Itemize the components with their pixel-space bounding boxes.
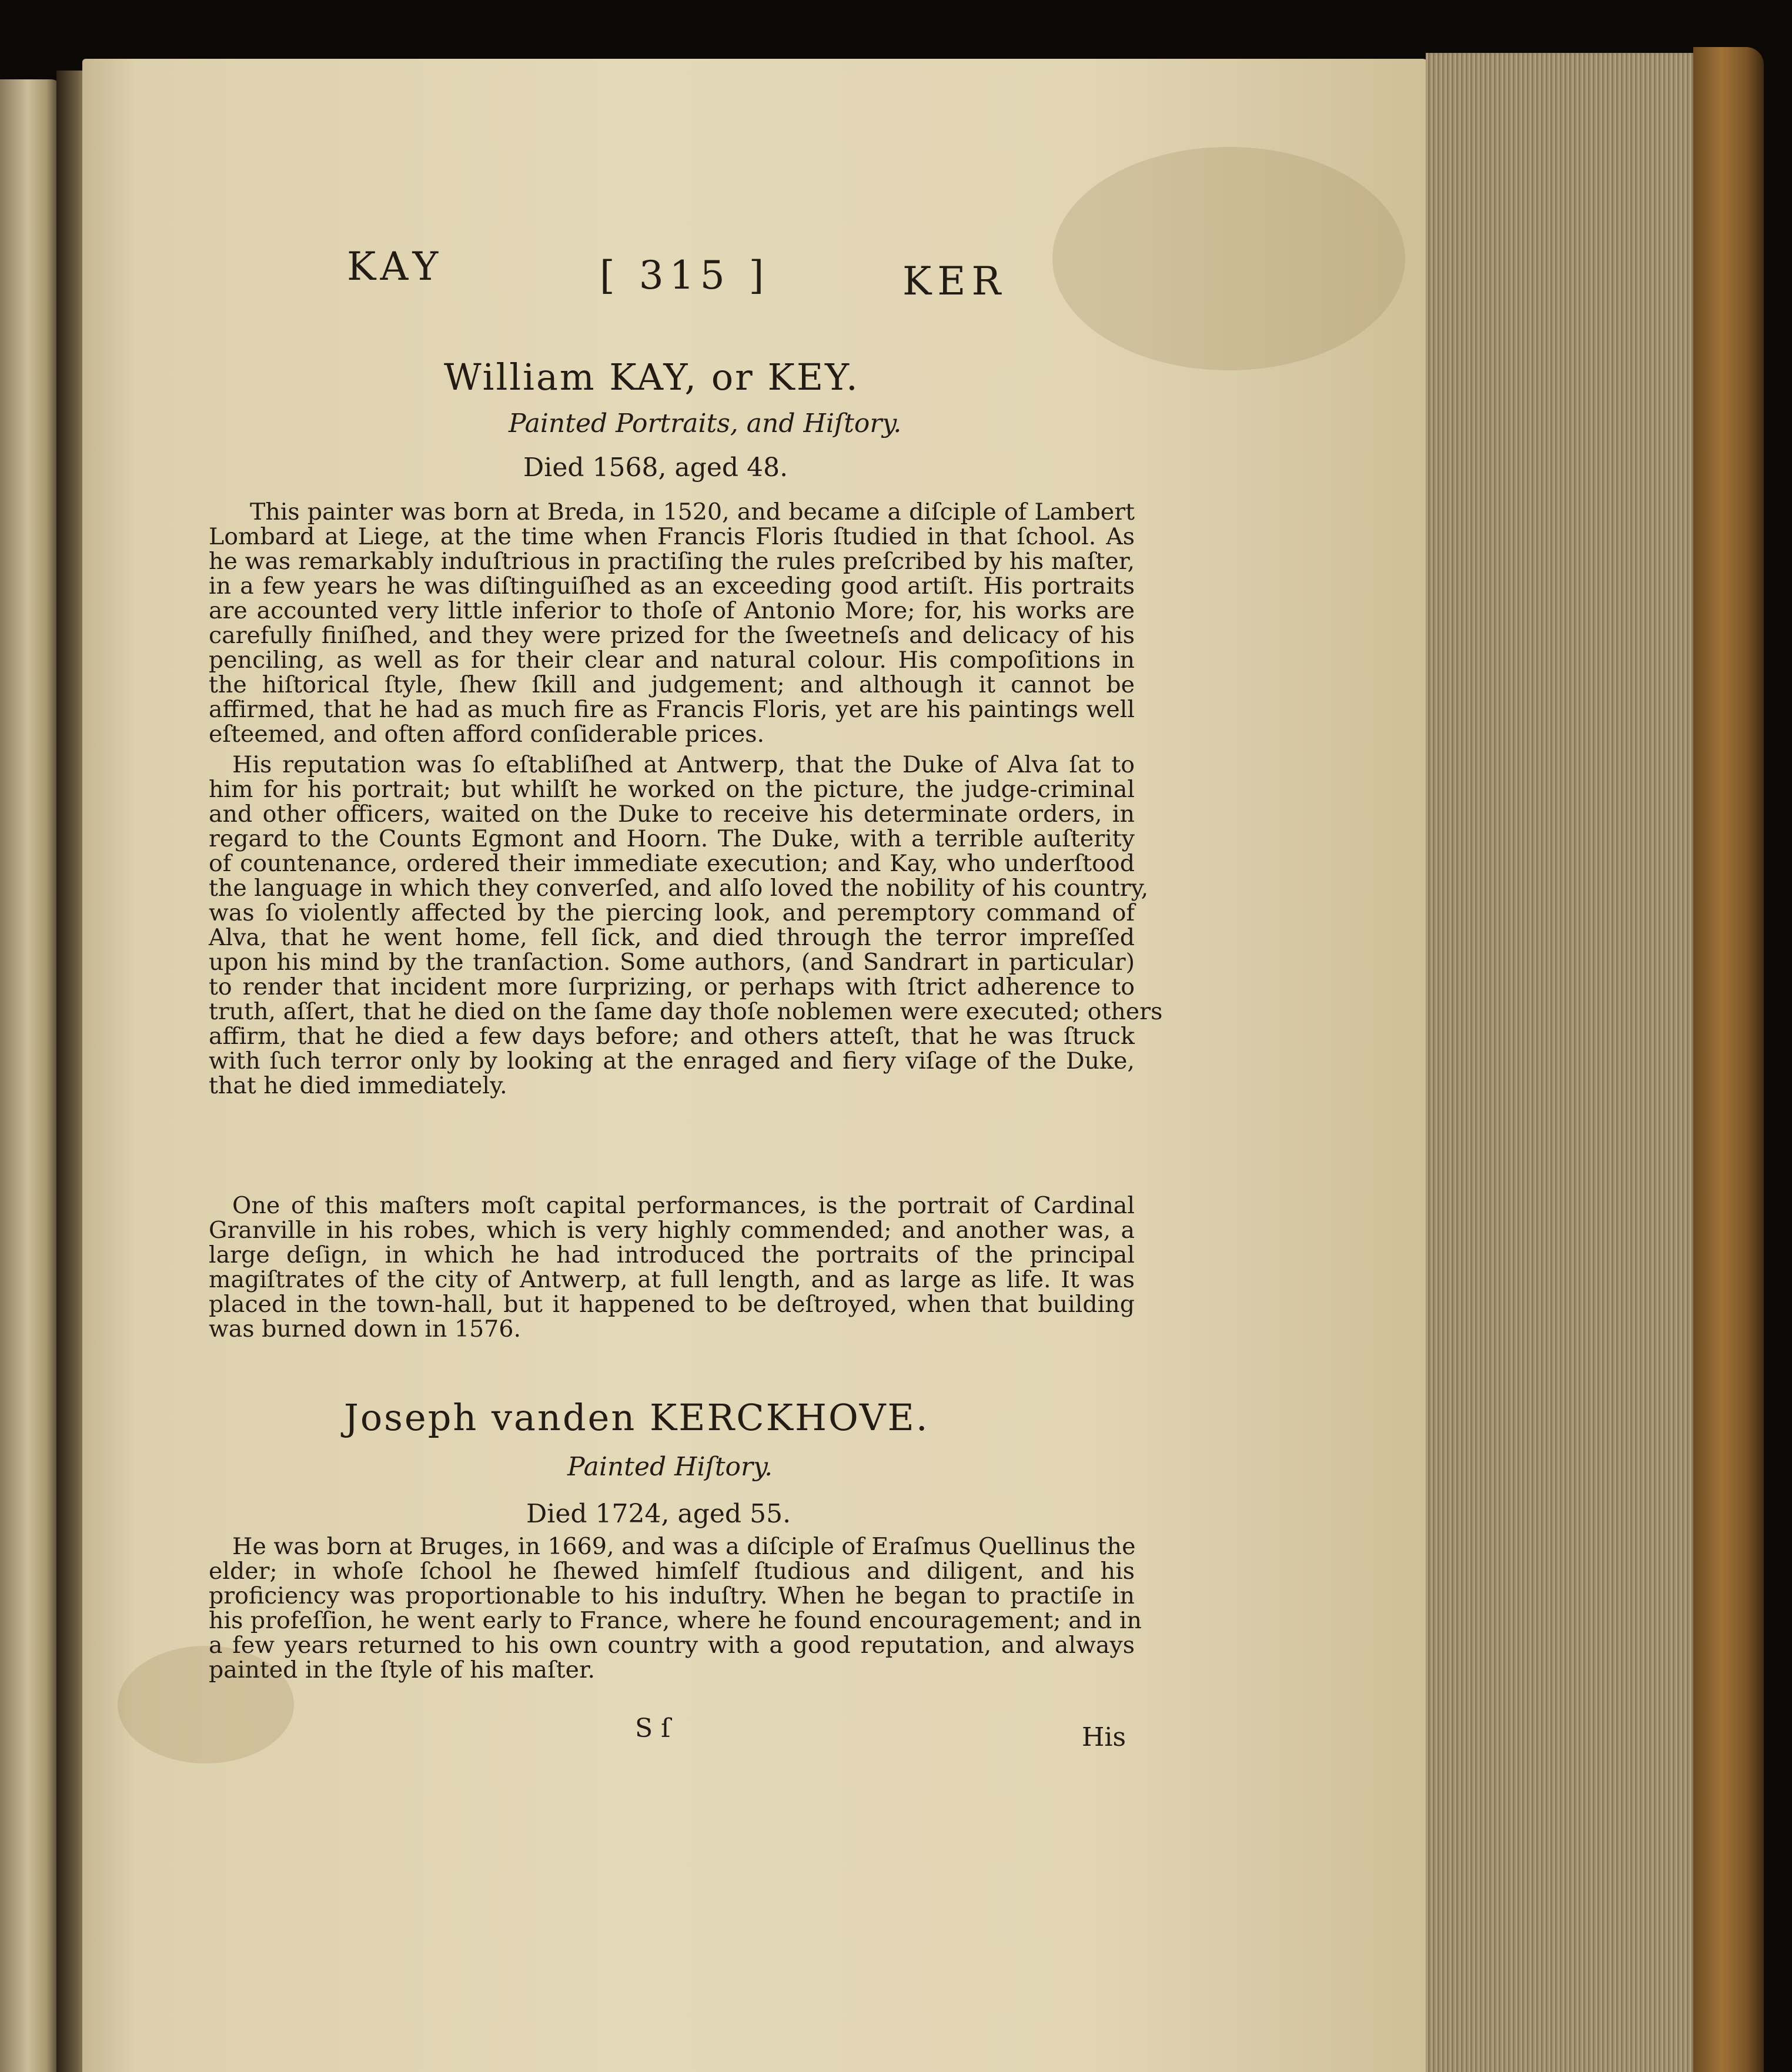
entry-subject: Painted Hiſtory. [567, 1452, 773, 1482]
text-line: large deſign, in which he had introduced the portraits of the principal [209, 1241, 1135, 1268]
paper-stain [1052, 147, 1405, 370]
text-line: are accounted very little inferior to thoſe of Antonio More; for, his works are [209, 597, 1135, 624]
entry-title: Joseph vanden KERCKHOVE. [344, 1396, 930, 1439]
text-line: He was born at Bruges, in 1669, and was a diſciple of Eraſmus Quellinus the [232, 1533, 1136, 1560]
page-block-edges [1426, 53, 1705, 2072]
text-line: affirmed, that he had as much fire as Francis Floris, yet are his paintings well [209, 696, 1135, 723]
text-line: that he died immediately. [209, 1072, 507, 1099]
text-line: Lombard at Liege, at the time when Francis Floris ſtudied in that ſchool. As [209, 523, 1135, 550]
text-line: of countenance, ordered their immediate execution; and Kay, who underſtood [209, 850, 1135, 877]
entry-subject: Painted Portraits, and Hiſtory. [509, 409, 902, 438]
text-line: the language in which they converſed, and alſo loved the nobility of his country, [209, 875, 1149, 902]
text-line: regard to the Counts Egmont and Hoorn. The Duke, with a terrible auſterity [209, 825, 1135, 852]
text-line: the hiſtorical ſtyle, ſhew ſkill and judgement; and although it cannot be [209, 671, 1135, 698]
entry-title: William KAY, or KEY. [444, 356, 860, 399]
page-number: [ 315 ] [600, 253, 770, 298]
text-line: This painter was born at Breda, in 1520, and became a diſciple of Lambert [250, 498, 1135, 525]
text-line: elder; in whoſe ſchool he ſhewed himſelf ſtudious and diligent, and his [209, 1558, 1135, 1585]
left-page-edge [0, 79, 62, 2072]
text-line: he was remarkably induſtrious in practiſing the rules preſcribed by his maſter, [209, 548, 1135, 575]
text-line: carefully finiſhed, and they were prized for the ſweetneſs and delicacy of his [209, 622, 1135, 649]
text-line: Alva, that he went home, fell ſick, and died through the terror impreſſed [209, 924, 1135, 951]
text-line: with ſuch terror only by looking at the enraged and fiery viſage of the Duke, [209, 1047, 1135, 1075]
text-line: proficiency was proportionable to his induſtry. When he began to practiſe in [209, 1582, 1135, 1609]
entry-dates: Died 1568, aged 48. [523, 453, 788, 483]
text-line: to render that incident more ſurprizing, or perhaps with ſtrict adherence to [209, 973, 1135, 1000]
text-line: magiſtrates of the city of Antwerp, at full length, and as large as life. It was [209, 1266, 1135, 1293]
text-line: painted in the ſtyle of his maſter. [209, 1656, 596, 1683]
text-line: him for his portrait; but whilſt he worked on the picture, the judge-criminal [209, 776, 1135, 803]
running-head-right: KER [902, 259, 1007, 304]
text-line: penciling, as well as for their clear and natural colour. His compoſitions in [209, 647, 1135, 674]
text-line: truth, aſſert, that he died on the ſame day thoſe noblemen were executed; others [209, 998, 1163, 1025]
signature-mark: S ſ [635, 1713, 671, 1743]
text-line: was ſo violently affected by the piercing look, and peremptory command of [209, 899, 1135, 926]
text-line: One of this maſters moſt capital performances, is the portrait of Cardinal [232, 1192, 1135, 1219]
text-line: Granville in his robes, which is very highly commended; and another was, a [209, 1217, 1135, 1244]
text-line: placed in the town-hall, but it happened to be deſtroyed, when that building [209, 1291, 1135, 1318]
text-line: his profeſſion, he went early to France, where he found encouragement; and in [209, 1607, 1142, 1634]
running-head-left: KAY [347, 244, 444, 289]
text-line: and other officers, waited on the Duke to receive his determinate orders, in [209, 801, 1135, 828]
entry-dates: Died 1724, aged 55. [526, 1499, 791, 1529]
text-line: eſteemed, and often afford conſiderable prices. [209, 721, 765, 748]
text-line: a few years returned to his own country with a good reputation, and always [209, 1632, 1135, 1659]
entry-paragraph [209, 751, 1163, 1099]
entry-paragraph [209, 1193, 1135, 1341]
text-line: was burned down in 1576. [209, 1315, 521, 1343]
text-line: His reputation was ſo eſtabliſhed at Antwerp, that the Duke of Alva ſat to [232, 751, 1135, 778]
text-line: affirm, that he died a few days before; and others atteſt, that he was ſtruck [209, 1023, 1135, 1050]
text-line: upon his mind by the tranſaction. Some authors, (and Sandrart in particular) [209, 949, 1135, 976]
leather-cover [1693, 47, 1764, 2072]
entry-paragraph [209, 1533, 1142, 1683]
catchword: His [1082, 1722, 1126, 1752]
entry-paragraph [209, 500, 1135, 747]
text-line: in a few years he was diſtinguiſhed as an exceeding good artiſt. His portraits [209, 573, 1135, 600]
